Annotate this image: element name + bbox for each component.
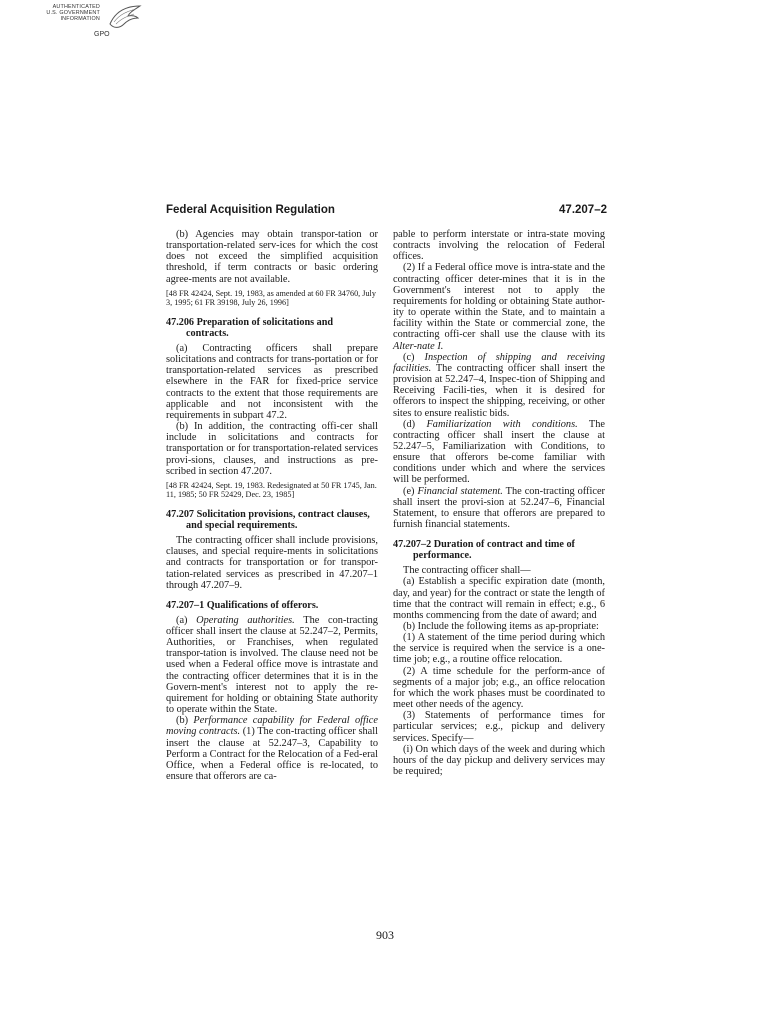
paragraph-text: The contracting officer shall insert the clause at 52.247–5, Familiarization with Conditions, to ensure that offerors be-come familiar with conditions under which and where the services will be performed. (393, 418, 605, 486)
section-heading-47-207: 47.207 Solicitation provisions, contract clauses, and special requirements. (166, 509, 370, 532)
seal-gpo-label: GPO (94, 31, 110, 38)
paragraph-text: The contracting officer shall insert the provision at 52.247–4, Inspec-tion of Shipping and Receiving Facili-ties, when it is desired for offerors to inspect the shipping, receiving, or other sites to ensure realistic bids. (393, 362, 605, 419)
gpo-authentication-seal (30, 4, 142, 42)
paragraph-b-1: (1) A statement of the time period during which the service is required when the service is a one-time job; e.g., a routine office relocation. (393, 632, 605, 666)
seal-line-3: INFORMATION (60, 16, 100, 22)
left-column (166, 229, 378, 782)
section-heading-47-206: 47.206 Preparation of solicitations and contracts. (166, 316, 334, 339)
paragraph-text: The con-tracting officer shall insert the clause at 52.247–2, Permits, Authorities, or Franchises, when regulated transpor-tation is involved. The clause need not be used when a Federal office move is intrastate and the contracting officer determines that it is in the Govern-ment's interest not to apply the re-quirement for holding or obtaining State authority to operate within the State. (166, 614, 378, 716)
paragraph-206-a: (a) Contracting officers shall prepare solicitations and contracts for trans-portation or for transportation-related services as prescribed elsewhere in the FAR for fixed-price service contracts to the extent that those requirements are applicable and not inconsistent with the requirements in subpart 47.2. (166, 342, 378, 421)
seal-caption (30, 4, 100, 22)
paragraph-label: (c) (403, 351, 425, 363)
paragraph-continued: pable to perform interstate or intra-state moving contracts involving the relocation of Federal offices. (393, 229, 605, 263)
paragraph-b-agencies: (b) Agencies may obtain transpor-tation or transportation-related serv-ices for which the cost does not exceed the simplified acquisition threshold, if term contracts or basic ordering agree-ments are not available. (166, 229, 378, 285)
paragraph-intro: The contracting officer shall— (403, 565, 531, 577)
citation: [48 FR 42424, Sept. 19, 1983, as amended at 60 FR 34760, July 3, 1995; 61 FR 39198, July 26, 1996] (166, 288, 376, 308)
paragraph-text: (2) If a Federal office move is intra-state and the contracting officer deter-mines that it is in the Government's interest not to apply the requirements for holding or obtaining State author-ity to operate within the State, and to maintain a facility within the State or commercial zone, the contracting offi-cer shall use the clause with its (393, 262, 605, 341)
seal-line-2: U.S. GOVERNMENT (46, 10, 100, 16)
paragraph-subject: Financial statement. (417, 485, 503, 497)
paragraph-label: (b) (176, 715, 194, 727)
paragraph-207-1-a (166, 615, 378, 715)
seal-line-1: AUTHENTICATED (52, 4, 100, 10)
eagle-icon (106, 4, 142, 32)
page-number: 903 (376, 928, 394, 942)
running-head-title: Federal Acquisition Regulation (166, 204, 335, 216)
section-heading-47-207-2: 47.207–2 Duration of contract and time of performance. (393, 539, 575, 562)
paragraph-d (393, 419, 605, 486)
paragraph-207: The contracting officer shall include provisions, clauses, and special require-ments in solicitations and contracts for transportation or for transpor-tation-related services as prescribed in 47.207–1 through 47.207–9. (166, 535, 378, 591)
paragraph-subject: Inspection of shipping and receiving facilities. (393, 351, 605, 374)
paragraph-subject: Performance capability for Federal office moving contracts. (166, 715, 378, 738)
paragraph-207-1-b (166, 715, 378, 782)
paragraph-b-2 (393, 262, 605, 351)
paragraph-b-2-schedule: (2) A time schedule for the perform-ance of segments of a major job; e.g., an office relocation for which the work phases must be coordinated to meet other needs of the agency. (393, 665, 605, 711)
paragraph-text: (1) The con-tracting officer shall insert the clause at 52.247–3, Capability to Perform a Contract for the Relocation of a Fed-eral Office, when a Federal office is re-located, to ensure that offerors are ca- (166, 726, 378, 782)
paragraph-b: (b) Include the following items as ap-propriate: (403, 621, 599, 632)
paragraph-subject: Familiarization with conditions. (426, 418, 578, 430)
section-heading-47-207-1: 47.207–1 Qualifications of offerors. (166, 599, 319, 611)
paragraph-label: (e) (403, 485, 418, 497)
paragraph-text: The con-tracting officer shall insert the provi-sion at 52.247–6, Financial Statement, to ensure that offerors are prepared to furnish financial statements. (393, 485, 605, 531)
paragraph-label: (d) (403, 418, 427, 430)
paragraph-label: (a) (176, 614, 197, 626)
paragraph-206-b: (b) In addition, the contracting offi-cer shall include in solicitations and contracts for transportation or for transportation-related services provi-sions, clauses, and instructions as pre-scribed in section 47.207. (166, 421, 378, 477)
paragraph-a: (a) Establish a specific expiration date (month, day, and year) for the contract or state the length of time that the contract will remain in effect; e.g., 6 months commencing from the date of award; and (393, 576, 605, 621)
running-head (166, 204, 607, 218)
right-column (393, 229, 605, 777)
running-head-section: 47.207–2 (559, 204, 607, 216)
paragraph-b-3-i: (i) On which days of the week and during which hours of the day pickup and delivery services may be required; (393, 743, 605, 778)
alternate-reference: Alter-nate I. (393, 340, 444, 352)
paragraph-subject: Operating authorities. (196, 614, 295, 626)
citation: [48 FR 42424, Sept. 19, 1983. Redesignated at 50 FR 1745, Jan. 11, 1985; 50 FR 52429, Dec. 23, 1985] (166, 480, 377, 500)
paragraph-c (393, 352, 605, 419)
paragraph-e (393, 486, 605, 531)
paragraph-b-3: (3) Statements of performance times for particular services; e.g., pickup and delivery services. Specify— (393, 710, 605, 744)
